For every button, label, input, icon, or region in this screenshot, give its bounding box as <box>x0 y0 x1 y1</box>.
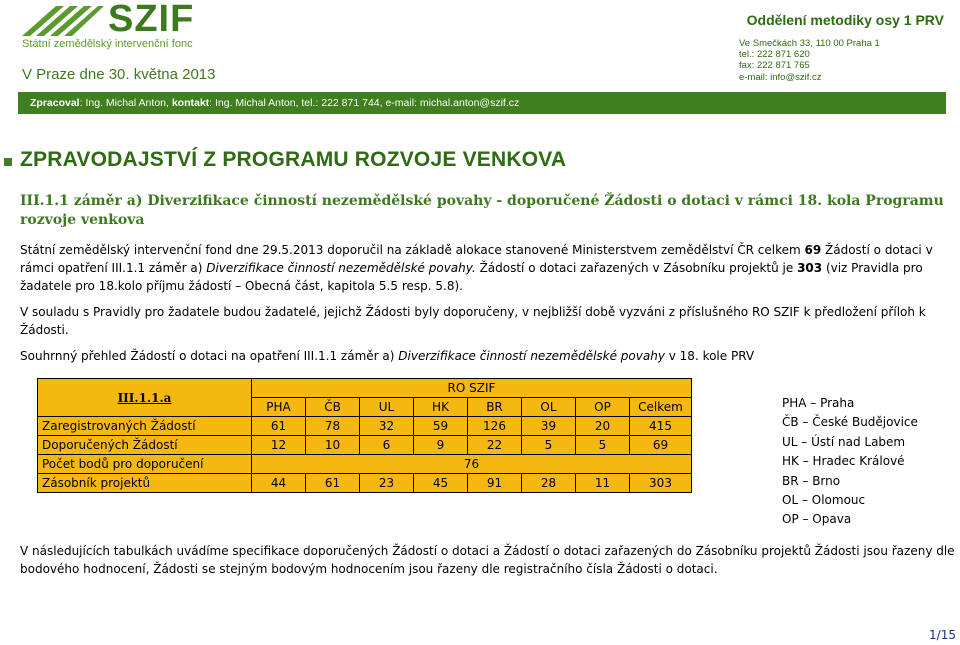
recommended-count: 69 <box>804 243 822 257</box>
author-text: : Ing. Michal Anton, <box>79 97 172 109</box>
legend-item: UL – Ústí nad Labem <box>782 434 906 449</box>
department-title: Oddělení metodiky osy 1 PRV <box>746 12 944 28</box>
table-cell: 126 <box>468 417 522 436</box>
table-cell: 5 <box>576 436 630 455</box>
table-cell: 22 <box>468 436 522 455</box>
contact-block <box>739 38 880 83</box>
contact-text: : Ing. Michal Anton, tel.: 222 871 744, e-mail: michal.anton@szif.cz <box>209 97 520 109</box>
table-cell: 61 <box>252 417 306 436</box>
author-bar <box>18 92 946 114</box>
column-header: UL <box>360 398 414 417</box>
table-cell: 59 <box>414 417 468 436</box>
legend-item: PHA – Praha <box>782 396 855 410</box>
table-cell: 39 <box>522 417 576 436</box>
table-cell: 303 <box>630 474 692 493</box>
table-row <box>38 436 692 455</box>
page-title: ZPRAVODAJSTVÍ Z PROGRAMU ROZVOJE VENKOVA <box>20 148 567 171</box>
table-cell: 9 <box>414 436 468 455</box>
column-header: OL <box>522 398 576 417</box>
table-cell: 61 <box>306 474 360 493</box>
legend-item: OL – Olomouc <box>782 493 866 508</box>
table-row <box>38 417 692 436</box>
logo-text: SZIF <box>108 0 195 40</box>
measure-name: Diverzifikace činností nezemědělské povahy. <box>206 261 476 275</box>
table-cell: 44 <box>252 474 306 493</box>
column-header: Celkem <box>630 398 692 417</box>
page-number: 1/15 <box>929 628 956 642</box>
table-cell: 10 <box>306 436 360 455</box>
paragraph-rules: V souladu s Pravidly pro žadatele budou žadatelé, jejichž Žádosti byly doporučeny, v nejbližší době vyzváni z příslušného RO SZIF k předložení příloh k Žádosti. <box>20 305 926 337</box>
logo-subtitle: Státní zemědělský intervenční fonc <box>22 38 193 50</box>
group-header: RO SZIF <box>252 379 692 398</box>
email: e-mail: info@szif.cz <box>739 71 822 83</box>
table-row <box>38 455 692 474</box>
column-header: HK <box>414 398 468 417</box>
table-cell: 78 <box>306 417 360 436</box>
text: Souhrnný přehled Žádostí o dotaci na opatření III.1.1 záměr a) <box>20 349 399 363</box>
row-label: Zásobník projektů <box>38 474 252 493</box>
paragraph-intro <box>20 241 960 295</box>
phone: tel.: 222 871 620 <box>739 49 810 61</box>
text: Žádostí o dotaci zařazených v Zásobníku projektů je <box>475 261 798 275</box>
column-header: BR <box>468 398 522 417</box>
table-cell: 32 <box>360 417 414 436</box>
contact-label: kontakt <box>171 97 210 109</box>
table-cell: 11 <box>576 474 630 493</box>
table-cell: 91 <box>468 474 522 493</box>
address: Ve Smečkách 33, 110 00 Praha 1 <box>739 38 880 49</box>
reserve-count: 303 <box>797 261 823 275</box>
column-header: PHA <box>252 398 306 417</box>
legend-item: BR – Brno <box>782 473 841 488</box>
legend-item: OP – Opava <box>782 512 852 527</box>
text: Státní zemědělský intervenční fond dne 29.5.2013 doporučil na základě alokace stanovené Ministerstvem zemědělství ČR celkem <box>20 243 805 257</box>
row-label: Počet bodů pro doporučení <box>38 455 252 474</box>
summary-table <box>37 378 692 493</box>
text: (viz Pravidla pro žadatele pro 18.kolo příjmu žádostí – Obecná část, kapitola 5.5 resp. 5.8). <box>20 261 923 293</box>
table-cell: 5 <box>522 436 576 455</box>
column-header: OP <box>576 398 630 417</box>
title-bullet-icon <box>4 158 12 166</box>
section-subtitle: III.1.1 záměr a) Diverzifikace činností nezemědělské povahy - doporučené Žádosti o dotaci v rámci 18. kola Programu rozvoje venkova <box>20 193 944 228</box>
row-label: Doporučených Žádostí <box>38 436 252 455</box>
text: v 18. kole PRV <box>664 349 755 363</box>
text: Žádostí o dotaci v rámci opatření III.1.1 záměr a) <box>20 243 933 275</box>
table-row <box>38 474 692 493</box>
author-label: Zpracoval <box>30 97 80 109</box>
row-label: Zaregistrovaných Žádostí <box>38 417 252 436</box>
table-cell: 415 <box>630 417 692 436</box>
table-cell-merged: 76 <box>252 455 692 474</box>
column-header: ČB <box>306 398 360 417</box>
table-cell: 6 <box>360 436 414 455</box>
table-corner: III.1.1.a <box>38 379 252 417</box>
table-cell: 69 <box>630 436 692 455</box>
paragraph-following-tables: V následujících tabulkách uvádíme specifikace doporučených Žádostí o dotaci a Žádostí o dotaci zařazených do Zásobníku projektů Žádosti jsou řazeny dle bodového hodnocení, Žádosti se stejným bodovým hodnocením jsou řazeny dle registračního čísla Žádosti o dotaci. <box>20 544 955 576</box>
legend-item: HK – Hradec Králové <box>782 454 905 469</box>
measure-name: Diverzifikace činností nezemědělské povahy <box>398 349 665 363</box>
fax: fax: 222 871 765 <box>739 60 810 72</box>
legend-item: ČB – České Budějovice <box>782 415 918 430</box>
document-date: V Praze dne 30. května 2013 <box>22 66 216 83</box>
table-cell: 45 <box>414 474 468 493</box>
table-cell: 12 <box>252 436 306 455</box>
table-cell: 23 <box>360 474 414 493</box>
region-legend <box>782 394 918 530</box>
szif-logo-icon <box>22 2 104 36</box>
table-cell: 20 <box>576 417 630 436</box>
table-cell: 28 <box>522 474 576 493</box>
paragraph-summary <box>20 347 960 365</box>
